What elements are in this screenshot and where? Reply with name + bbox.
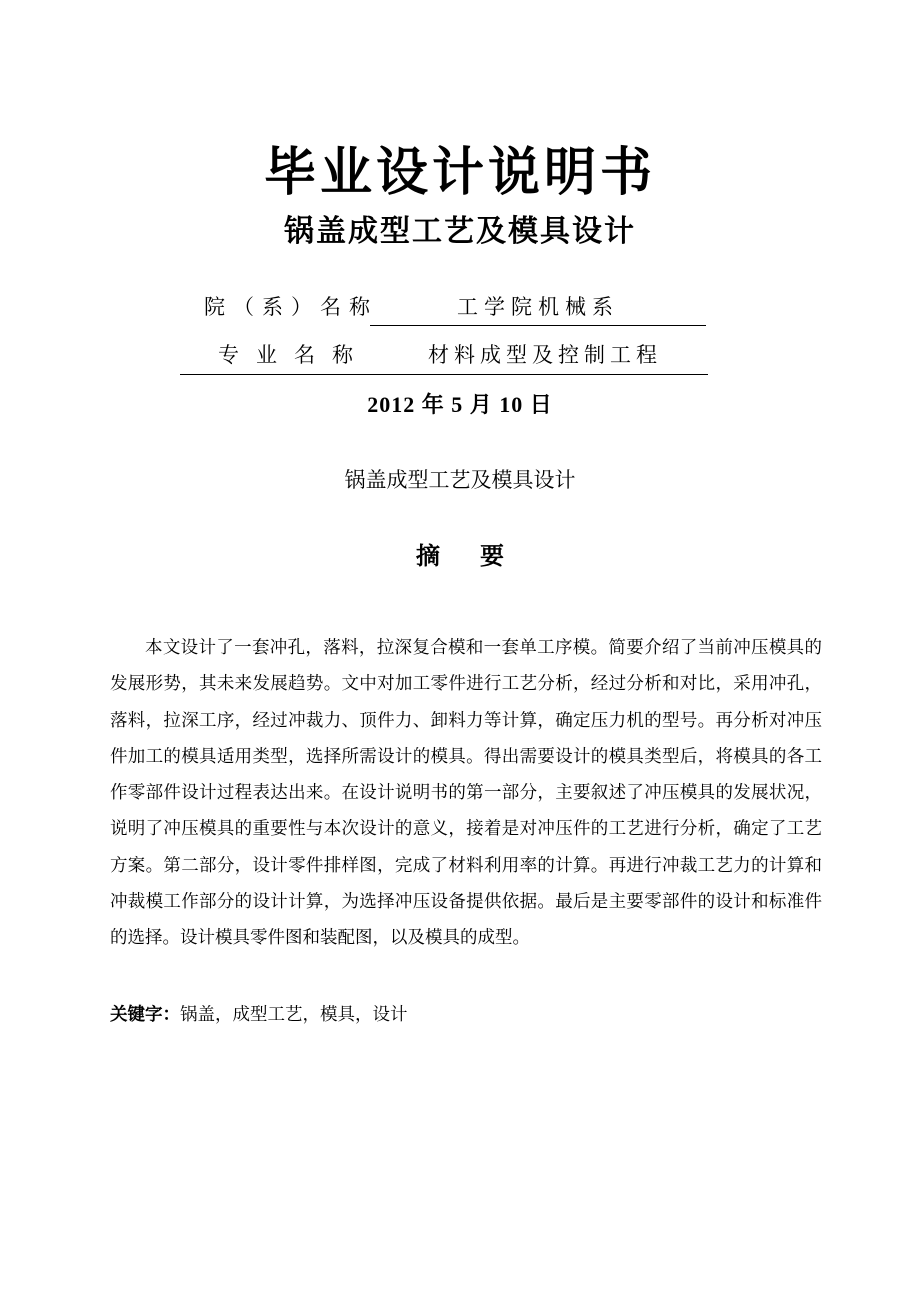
major-value: 材料成型及控制工程 [428, 343, 662, 367]
document-title: 锅盖成型工艺及模具设计 [344, 468, 576, 492]
cover-date: 2012 年 5 月 10 日 [367, 392, 553, 417]
abstract-body: 本文设计了一套冲孔，落料，拉深复合模和一套单工序模。简要介绍了当前冲压模具的发展形势，其未来发展趋势。文中对加工零件进行工艺分析，经过分析和对比，采用冲孔，落料，拉深工序，经过冲裁力、顶件力、卸料力等计算，确定压力机的型号。再分析对冲压件加工的模具适用类型，选择所需设计的模具。得出需要设计的模具类型后，将模具的各工作零部件设计过程表达出来。在设计说明书的第一部分，主要叙述了冲压模具的发展状况，说明了冲压模具的重要性与本次设计的意义，接着是对冲压件的工艺进行分析，确定了工艺方案。第二部分，设计零件排样图，完成了材料利用率的计算。再进行冲裁工艺力的计算和冲裁模工作部分的设计计算，为选择冲压设备提供依据。最后是主要零部件的设计和标准件的选择。设计模具零件图和装配图，以及模具的成型。 [110, 638, 822, 949]
department-row [0, 292, 920, 326]
major-label: 专业名称 [218, 343, 370, 367]
department-value: 工学院机械系 [457, 295, 619, 319]
keywords-value: 锅盖，成型工艺，模具，设计 [180, 1005, 408, 1025]
cover-title: 毕业设计说明书 [263, 143, 656, 203]
abstract-heading: 摘要 [416, 542, 544, 570]
department-label: 院（系）名称 [204, 295, 378, 319]
keywords-line [110, 1000, 822, 1030]
cover-subtitle: 锅盖成型工艺及模具设计 [284, 214, 636, 249]
major-row [0, 340, 920, 374]
department-underline [370, 325, 706, 326]
major-underline [180, 374, 708, 375]
keywords-label: 关键字： [110, 1005, 180, 1025]
